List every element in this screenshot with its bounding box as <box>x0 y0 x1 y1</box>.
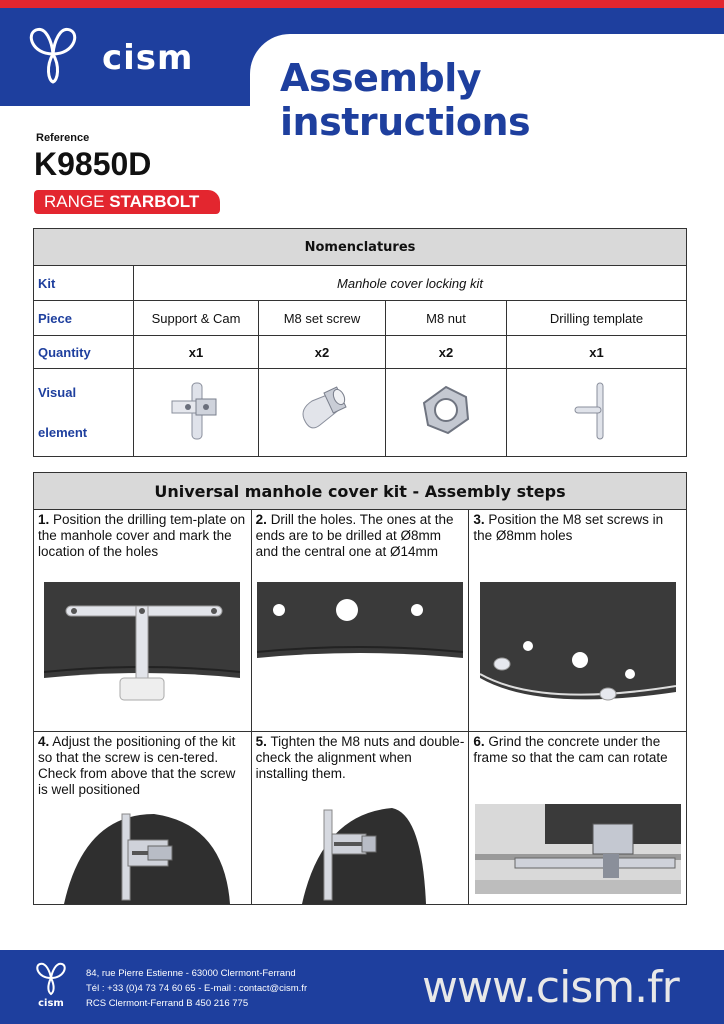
step-cell <box>251 732 469 905</box>
piece-qty: x1 <box>507 336 687 369</box>
footer-rcs: RCS Clermont-Ferrand B 450 216 775 <box>86 998 249 1009</box>
step-cell <box>34 510 252 732</box>
step6-illustration <box>475 804 681 894</box>
footer-cism-logo-icon <box>30 960 72 1008</box>
footer-contact: Tél : +33 (0)4 73 74 60 65 - E-mail : contact@cism.fr <box>86 983 308 994</box>
quantity-label: Quantity <box>34 336 134 369</box>
step-description: Drill the holes. The ones at the ends are to be drilled at Ø8mm and the central one at Ø14mm <box>255 512 454 559</box>
piece-name: Support & Cam <box>134 301 259 336</box>
step-description: Position the M8 set screws in the Ø8mm holes <box>473 512 664 543</box>
piece-name: Drilling template <box>507 301 687 336</box>
visual-label-line2: element <box>38 424 88 440</box>
step-text <box>469 732 686 804</box>
piece-name: M8 set screw <box>259 301 386 336</box>
step-text <box>34 732 251 804</box>
footer-logo-text: cism <box>38 998 64 1008</box>
step5-illustration <box>262 804 458 904</box>
cism-logo-icon <box>22 24 84 86</box>
visual-cell <box>259 369 386 457</box>
step-text <box>252 510 469 582</box>
range-badge <box>34 190 220 214</box>
visual-cell <box>134 369 259 457</box>
set-screw-icon <box>292 379 352 443</box>
kit-label: Kit <box>34 266 134 301</box>
piece-label: Piece <box>34 301 134 336</box>
range-prefix: RANGE <box>44 192 110 211</box>
logo-text: cism <box>102 38 194 78</box>
step-description: Tighten the M8 nuts and double-check the alignment when installing them. <box>255 734 465 781</box>
step-cell <box>469 732 687 905</box>
range-name: STARBOLT <box>109 192 200 211</box>
step4-illustration <box>44 804 240 904</box>
footer-website-link[interactable]: www.cism.fr <box>422 962 679 1013</box>
step-number: 2. <box>255 512 267 527</box>
piece-qty: x2 <box>386 336 507 369</box>
step-cell <box>251 510 469 732</box>
step-cell <box>469 510 687 732</box>
visual-label-line1: Visual <box>38 384 77 400</box>
top-red-bar <box>0 0 724 8</box>
step-text <box>34 510 251 582</box>
footer-address: 84, rue Pierre Estienne - 63000 Clermont-Ferrand <box>86 968 296 979</box>
visual-label <box>34 369 134 457</box>
piece-qty: x2 <box>259 336 386 369</box>
step-text <box>469 510 686 582</box>
drilling-template-icon <box>567 379 627 443</box>
step-description: Adjust the positioning of the kit so that the screw is cen-tered. Check from above that the screw is well positioned <box>38 734 236 797</box>
step-description: Position the drilling tem-plate on the manhole cover and mark the location of the holes <box>38 512 246 559</box>
step1-illustration <box>44 582 240 710</box>
step3-illustration <box>480 582 676 718</box>
step-number: 6. <box>473 734 485 749</box>
step-number: 1. <box>38 512 50 527</box>
piece-qty: x1 <box>134 336 259 369</box>
support-cam-icon <box>166 379 226 443</box>
step-number: 4. <box>38 734 50 749</box>
piece-name: M8 nut <box>386 301 507 336</box>
visual-cell <box>386 369 507 457</box>
kit-value: Manhole cover locking kit <box>134 266 687 301</box>
step-number: 3. <box>473 512 485 527</box>
footer-address-block <box>86 966 307 1011</box>
reference-code: K9850D <box>34 146 152 182</box>
assembly-steps-table <box>33 472 687 905</box>
page-title: Assembly instructions <box>280 56 531 144</box>
step-description: Grind the concrete under the frame so that the cam can rotate <box>473 734 668 765</box>
nomenclature-table <box>33 228 687 457</box>
hex-nut-icon <box>416 379 476 443</box>
step-number: 5. <box>255 734 267 749</box>
nomenclature-title: Nomenclatures <box>34 229 687 266</box>
visual-cell <box>507 369 687 457</box>
steps-title: Universal manhole cover kit - Assembly steps <box>34 473 687 510</box>
reference-label: Reference <box>36 132 90 144</box>
step2-illustration <box>257 582 463 682</box>
step-cell <box>34 732 252 905</box>
step-text <box>252 732 469 804</box>
